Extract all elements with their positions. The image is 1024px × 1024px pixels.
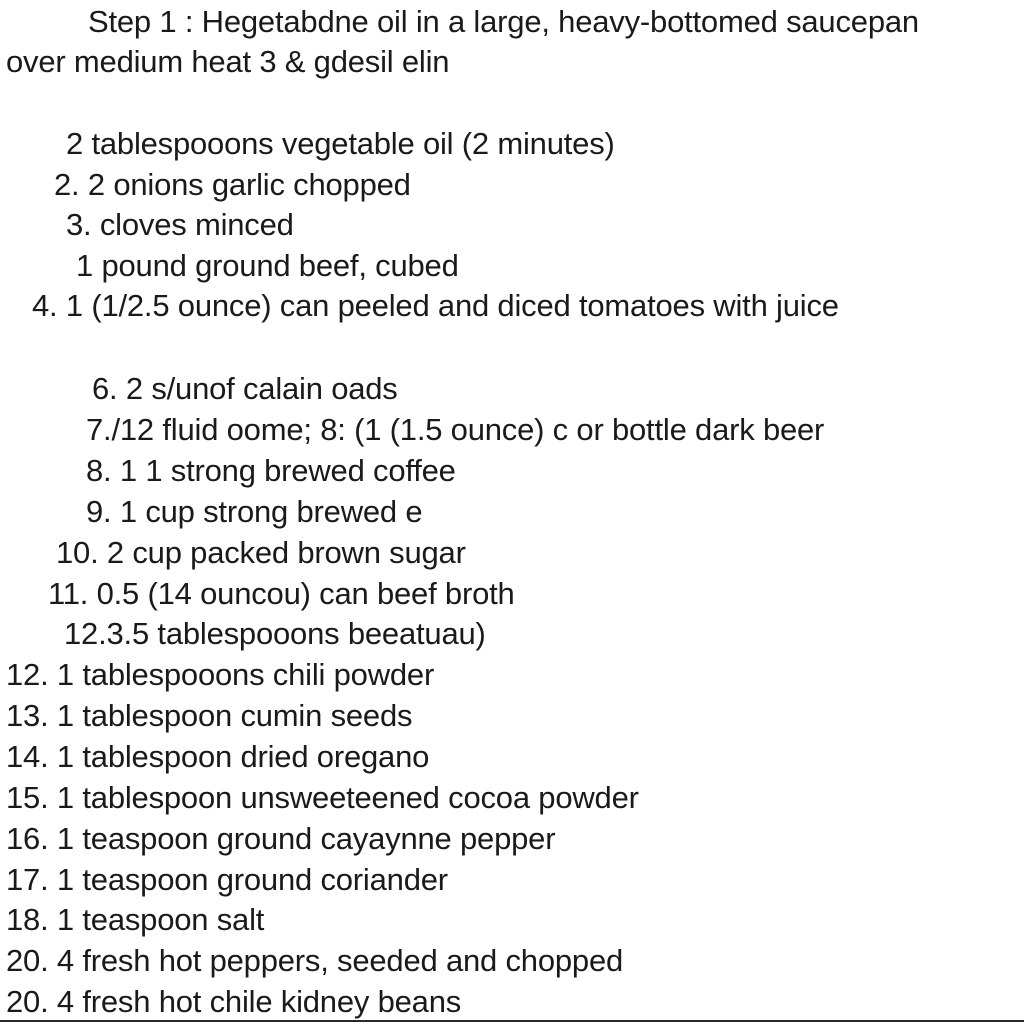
ingredient-item: 2 tablespooons vegetable oil (2 minutes) [66, 126, 615, 161]
ingredient-item: 14. 1 tablespoon dried oregano [6, 739, 430, 774]
ingredient-item: 4. 1 (1/2.5 ounce) can peeled and diced tomatoes with juice [32, 288, 839, 323]
ingredient-item: 8. 1 1 strong brewed coffee [86, 453, 456, 488]
ingredient-item: 7./12 fluid oome; 8: (1 (1.5 ounce) c or bottle dark beer [86, 412, 825, 447]
ingredient-item: 15. 1 tablespoon unsweeteened cocoa powder [6, 780, 639, 815]
ingredient-item: 20. 4 fresh hot peppers, seeded and chopped [6, 943, 624, 978]
ingredient-item: 12. 1 tablespooons chili powder [6, 657, 435, 692]
ingredient-item: 9. 1 cup strong brewed e [86, 494, 423, 529]
ingredient-item: 18. 1 teaspoon salt [6, 902, 265, 937]
ingredient-item: 3. cloves minced [66, 207, 294, 242]
ingredient-item: 2. 2 onions garlic chopped [54, 167, 411, 202]
ingredient-item: 10. 2 cup packed brown sugar [56, 535, 466, 570]
ingredient-item: 12.3.5 tablespooons beeatuau) [64, 616, 486, 651]
step-heading-line-2: over medium heat 3 & gdesil elin [6, 44, 450, 79]
bottom-border [0, 1020, 1024, 1022]
ingredient-item: 16. 1 teaspoon ground cayaynne pepper [6, 821, 556, 856]
ingredient-item: 17. 1 teaspoon ground coriander [6, 862, 448, 897]
ingredient-item: 11. 0.5 (14 ouncou) can beef broth [48, 576, 515, 611]
ingredient-item: 20. 4 fresh hot chile kidney beans [6, 984, 462, 1019]
ingredient-item: 6. 2 s/unof calain oads [92, 371, 398, 406]
ingredient-item: 1 pound ground beef, cubed [76, 248, 459, 283]
step-heading-line-1: Step 1 : Hegetabdne oil in a large, heavy-bottomed saucepan [88, 4, 919, 39]
ingredient-item: 13. 1 tablespoon cumin seeds [6, 698, 413, 733]
